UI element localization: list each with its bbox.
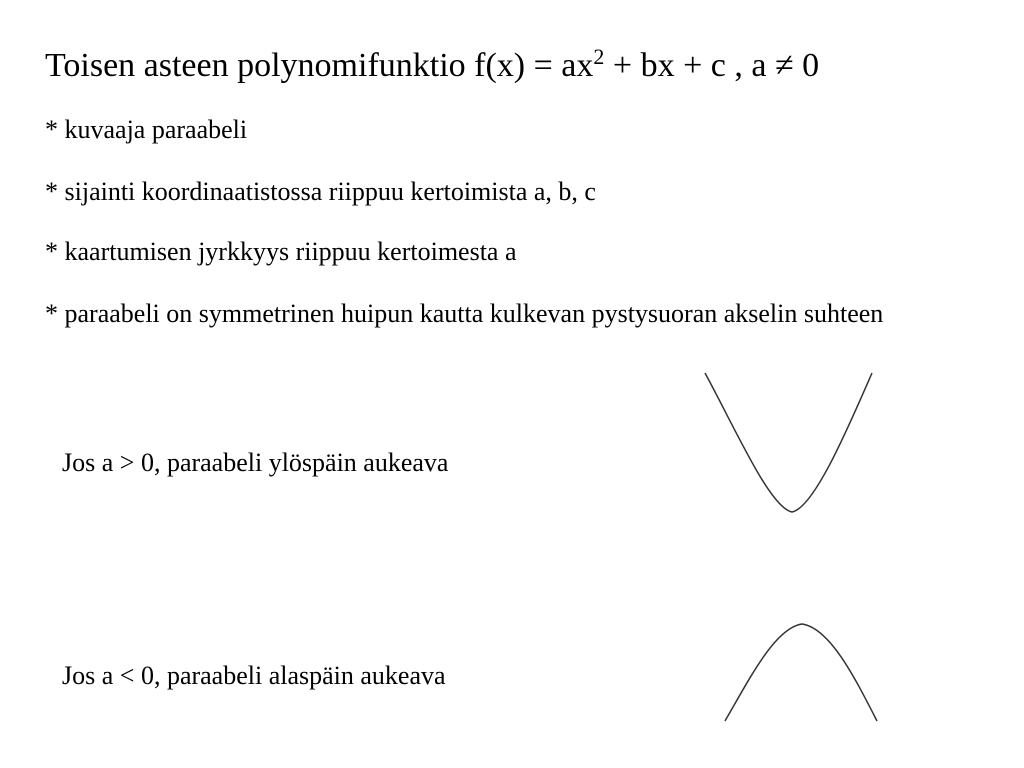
title-prefix: Toisen asteen polynomifunktio f(x) = ax [45,47,594,84]
slide-title [45,40,819,92]
bullet-symmetry: * paraabeli on symmetrinen huipun kautta kulkevan pystysuoran akselin suhteen [45,299,884,328]
case-a-positive: Jos a > 0, paraabeli ylöspäin aukeava [62,448,449,477]
downward-parabola-curve [725,624,877,721]
bullet-position-coefficients: * sijainti koordinaatistossa riippuu kertoimista a, b, c [45,177,596,206]
case-a-negative: Jos a < 0, paraabeli alaspäin aukeava [62,661,446,690]
upward-parabola [700,368,880,518]
upward-parabola-curve [705,373,872,512]
downward-parabola [720,618,882,724]
bullet-steepness: * kaartumisen jyrkkyys riippuu kertoimesta a [45,237,517,266]
title-exponent: 2 [593,44,605,69]
title-suffix: + bx + c , a ≠ 0 [604,47,820,84]
bullet-graph-parabola: * kuvaaja paraabeli [45,115,248,144]
